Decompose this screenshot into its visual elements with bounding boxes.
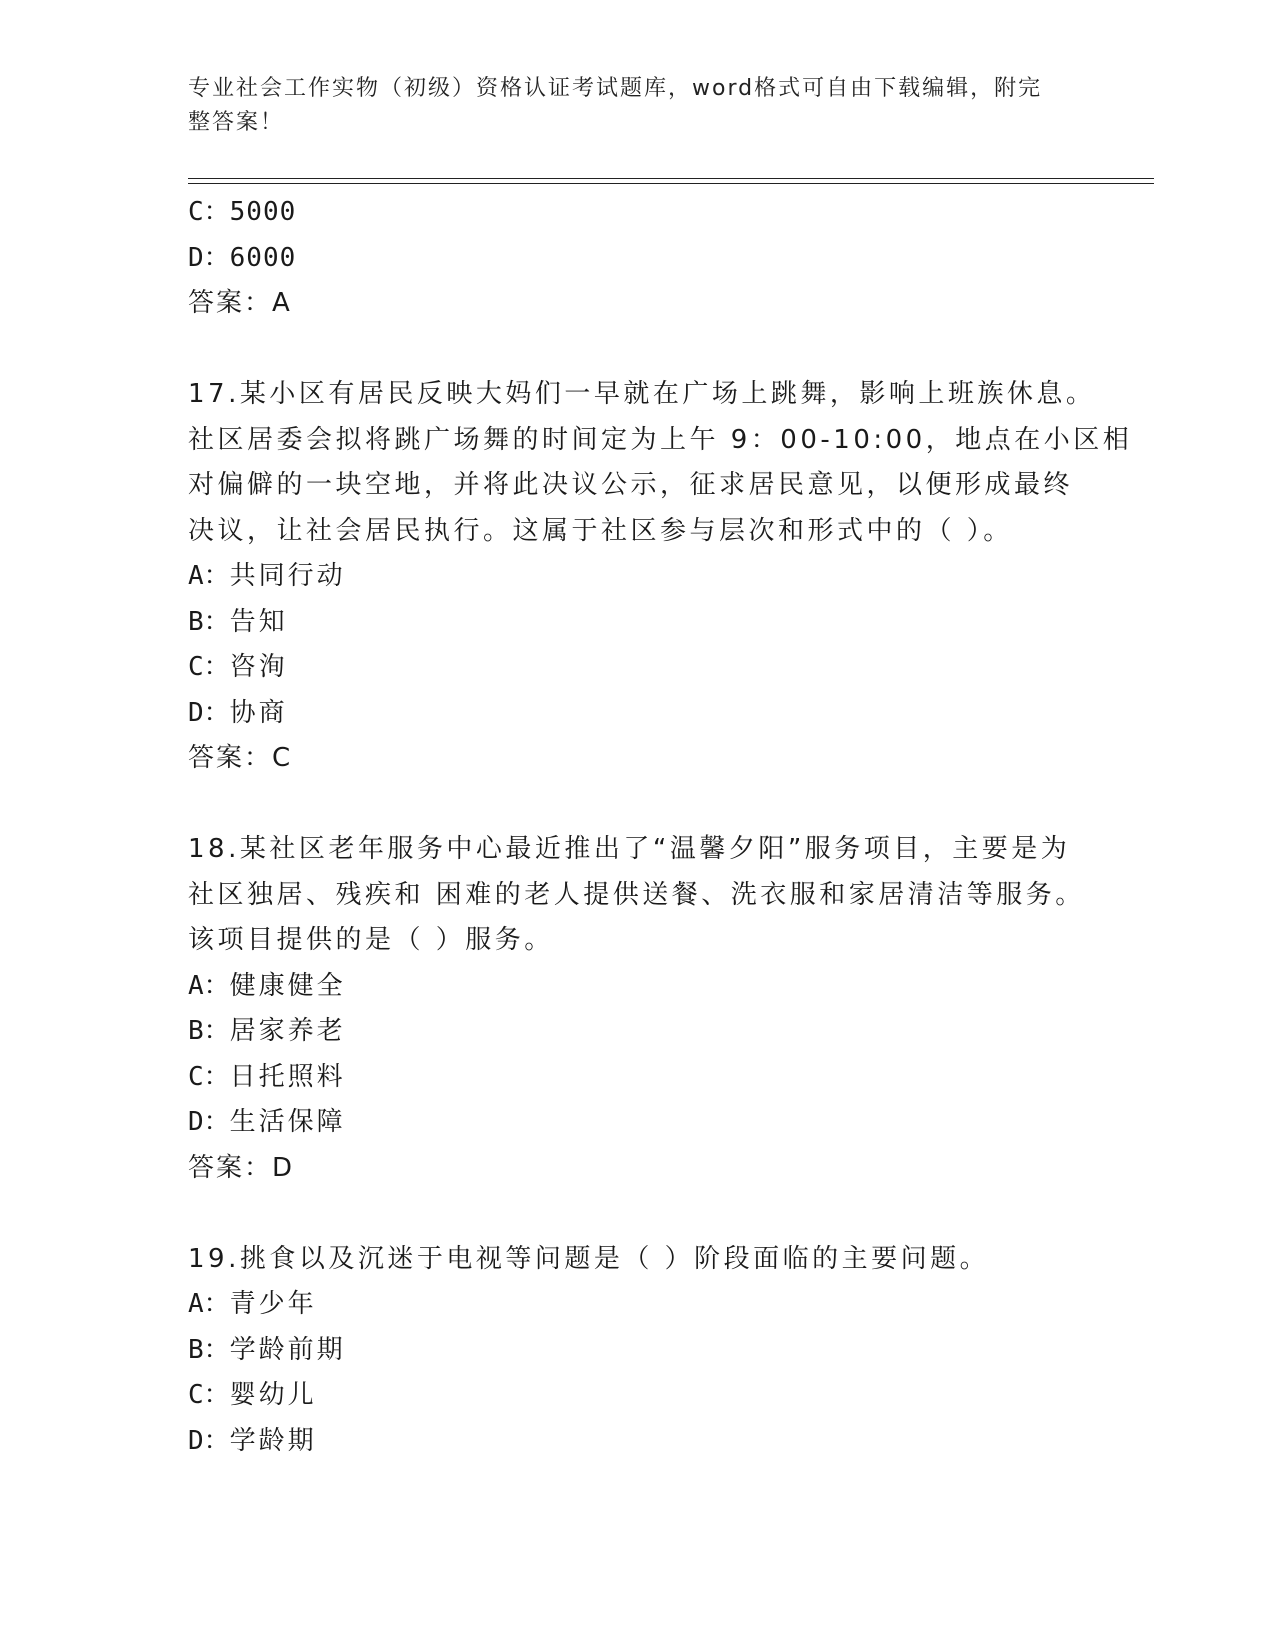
question-17 (188, 372, 1133, 782)
stem-line: 社区居委会拟将跳广场舞的时间定为上午 9：00-10:00，地点在小区相 (188, 424, 1133, 455)
option-c: C：婴幼儿 (188, 1380, 317, 1410)
stem-line: 18.某社区老年服务中心最近推出了“温馨夕阳”服务项目，主要是为 (188, 834, 1071, 864)
question-content (188, 190, 1133, 1464)
answer-line: 答案：C (188, 743, 293, 773)
option-b: B：居家养老 (188, 1016, 346, 1046)
option-a: A：健康健全 (188, 970, 346, 1001)
answer-line: 答案：A (188, 288, 292, 318)
option-b: B：学龄前期 (188, 1334, 346, 1365)
spacer (188, 327, 1088, 373)
option-a: A：共同行动 (188, 561, 346, 591)
stem-line: 对偏僻的一块空地，并将此决议公示，征求居民意见，以便形成最终 (188, 470, 1074, 500)
option-c: C：日托照料 (188, 1061, 346, 1092)
header-rule-top (188, 178, 1154, 179)
header-rule-bottom (188, 183, 1154, 184)
question-19 (188, 1237, 1088, 1465)
question-stem (188, 1237, 1088, 1283)
stem-line: 17.某小区有居民反映大妈们一早就在广场上跳舞，影响上班族休息。 (188, 379, 1096, 409)
header-line-2: 整答案！ (188, 110, 285, 135)
option-c: C：咨洵 (188, 652, 288, 682)
option-d: D：学龄期 (188, 1425, 317, 1456)
option-a: A：青少年 (188, 1289, 317, 1319)
option-c: C：5000 (188, 197, 297, 227)
previous-question-tail (188, 190, 1088, 327)
page-header (188, 72, 1088, 140)
header-line-1: 专业社会工作实物（初级）资格认证考试题库，word格式可自由下载编辑，附完 (188, 76, 1043, 101)
option-d: D：生活保障 (188, 1107, 346, 1137)
option-d: D：协商 (188, 697, 288, 728)
option-b: B：告知 (188, 606, 288, 637)
spacer (188, 782, 1088, 828)
question-stem (188, 827, 1088, 964)
question-18 (188, 827, 1088, 1191)
stem-line: 该项目提供的是（ ）服务。 (188, 925, 554, 955)
stem-line: 决议，让社会居民执行。这属于社区参与层次和形式中的（ ）。 (188, 515, 1013, 546)
stem-line: 社区独居、残疾和 困难的老人提供送餐、洗衣服和家居清洁等服务。 (188, 879, 1085, 910)
question-stem (188, 372, 1133, 554)
stem-line: 19.挑食以及沉迷于电视等问题是（ ）阶段面临的主要问题。 (188, 1243, 990, 1274)
spacer (188, 1191, 1088, 1237)
option-d: D：6000 (188, 242, 297, 273)
answer-line: 答案：D (188, 1152, 295, 1183)
